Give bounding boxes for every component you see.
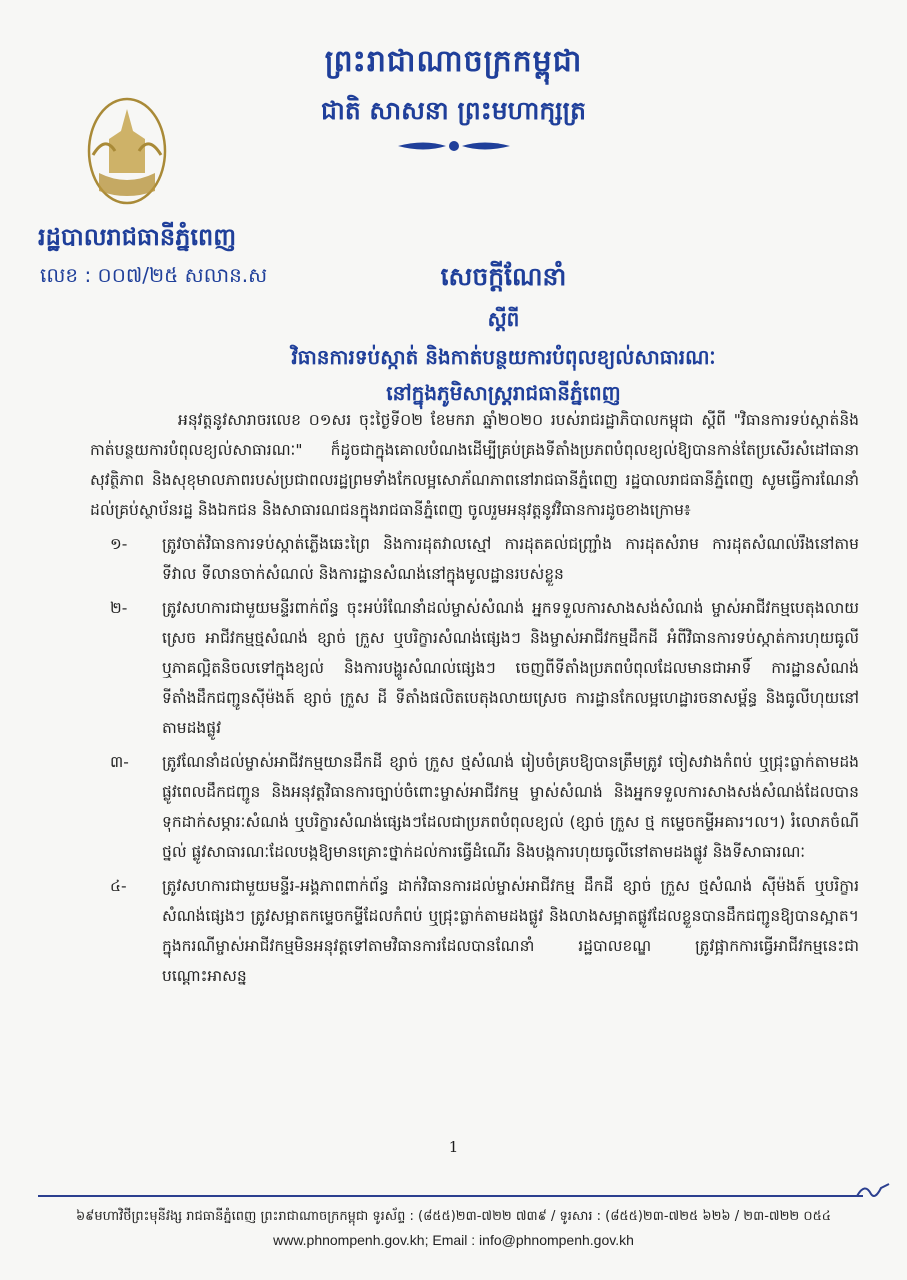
list-item [90, 747, 859, 867]
signature-flourish-icon [855, 1180, 891, 1202]
reference-number: លេខ : ០០៧/២៥ សលាន.ស [40, 263, 268, 287]
title-about: ស្តីពី [487, 307, 520, 331]
footer-contact: www.phnompenh.gov.kh; Email : info@phnompenh.gov.kh [273, 1232, 634, 1248]
list-item [90, 871, 859, 991]
footer-divider [38, 1195, 863, 1197]
title-subject-line1: វិធានការទប់ស្កាត់ និងកាត់បន្ថយការបំពុលខ្យល់សាធារណៈ [291, 345, 716, 369]
item-text: ត្រូវសហការជាមួយមន្ទីរ-អង្គភាពពាក់ព័ន្ធ ដាក់វិធានការដល់ម្ចាស់អាជីវកម្ម ដឹកដី ខ្សាច់ ក្រួស ថ្មសំណង់ ស៊ីម៉ងត៍ ឬបរិក្ខារសំណង់ផ្សេងៗ ត្រូវសម្អាតកម្ទេចកម្ទីដែលកំពប់ ឬជ្រុះធ្លាក់តាមដងផ្លូវ និងលាងសម្អាតផ្លូវដែលខ្លួនបានដឹកជញ្ជូនឱ្យបានស្អាត។ ក្នុងករណីម្ចាស់អាជីវកម្មមិនអនុវត្តទៅតាមវិធានការដែលបានណែនាំ រដ្ឋបាលខណ្ឌ ត្រូវផ្អាកការធ្វើអាជីវកម្មនេះជាបណ្ដោះអាសន្ន [162, 877, 859, 985]
page-number: 1 [448, 1138, 459, 1156]
item-text: ត្រូវសហការជាមួយមន្ទីរពាក់ព័ន្ធ ចុះអប់រំណែនាំដល់ម្ចាស់សំណង់ អ្នកទទួលការសាងសង់សំណង់ ម្ចាស់អាជីវកម្មបេតុងលាយស្រេច អាជីវកម្មថ្មសំណង់ ខ្សាច់ ក្រួស ឬបរិក្ខារសំណង់ផ្សេងៗ និងម្ចាស់អាជីវកម្មដឹកដី អំពីវិធានការទប់ស្កាត់ការហុយធូលី ឬភាគល្អិតនិចលទៅក្នុងខ្យល់ និងការបង្ហូរសំណល់ផ្សេងៗ ចេញពីទីតាំងប្រភពបំពុលដែលមានជាអាទិ៍ ការដ្ឋានសំណង់ ទីតាំងដឹកជញ្ជូនស៊ីម៉ងត៍ ខ្សាច់ ក្រួស ដី ទីតាំងផលិតបេតុងលាយស្រេច ការដ្ឋានកែលម្អហេដ្ឋារចនាសម្ព័ន្ធ និងធូលីហុយនៅតាមដងផ្លូវ [162, 599, 859, 737]
document-body [90, 405, 859, 991]
title-subject-line2: នៅក្នុងភូមិសាស្ត្ររាជធានីភ្នំពេញ [386, 381, 621, 405]
item-number: ១- [110, 535, 128, 553]
municipal-seal-icon [85, 95, 170, 210]
document-title [180, 262, 827, 410]
item-number: ២- [110, 599, 128, 617]
issuing-authority: រដ្ឋបាលរាជធានីភ្នំពេញ [38, 223, 237, 251]
list-item [90, 529, 859, 589]
item-text: ត្រូវចាត់វិធានការទប់ស្កាត់ភ្លើងឆេះព្រៃ និងការដុតវាលស្មៅ ការដុតគល់ជញ្ជ្រាំង ការដុតសំរាម ការដុតសំណល់រឹងនៅតាមទីវាល ទីលានចាក់សំណល់ និងការដ្ឋានសំណង់នៅក្នុងមូលដ្ឋានរបស់ខ្លួន [162, 535, 859, 583]
national-motto: ជាតិ សាសនា ព្រះមហាក្សត្រ [321, 96, 586, 125]
item-number: ៣- [110, 753, 129, 771]
title-heading: សេចក្តីណែនាំ [440, 262, 567, 291]
footer-address: ៦៩មហាវិថីព្រះមុនីវង្ស រាជធានីភ្នំពេញ ព្រះរាជាណាចក្រកម្ពុជា ទូរស័ព្ទ : (៨៥៥)២៣-៧២២ ៧៣៩ / ទូរសារ : (៨៥៥)២៣-៧២៥ ៦២៦ / ២៣-៧២២ ០៥៤ [75, 1209, 832, 1224]
kingdom-title: ព្រះរាជាណាចក្រកម្ពុជា [324, 44, 583, 79]
divider-ornament-icon [394, 138, 514, 154]
item-number: ៤- [110, 877, 127, 895]
list-item [90, 593, 859, 743]
intro-paragraph: អនុវត្តនូវសារាចរលេខ ០១សរ ចុះថ្ងៃទី០២ ខែមករា ឆ្នាំ២០២០ របស់រាជរដ្ឋាភិបាលកម្ពុជា ស្តីពី "វិធានការទប់ស្កាត់និងកាត់បន្ថយការបំពុលខ្យល់សាធារណៈ" ក៏ដូចជាក្នុងគោលបំណងដើម្បីគ្រប់គ្រងទីតាំងប្រភពបំពុលខ្យល់ឱ្យបានកាន់តែប្រសើរសំដៅធានាសុវត្ថិភាព និងសុខុមាលភាពរបស់ប្រជាពលរដ្ឋព្រមទាំងកែលម្អសោភ័ណភាពនៅរាជធានីភ្នំពេញ រដ្ឋបាលរាជធានីភ្នំពេញ សូមធ្វើការណែនាំដល់គ្រប់ស្ថាប័នរដ្ឋ និងឯកជន និងសាធារណជនក្នុងរាជធានីភ្នំពេញ ចូលរួមអនុវត្តនូវវិធានការដូចខាងក្រោម៖ [90, 411, 859, 519]
item-text: ត្រូវណែនាំដល់ម្ចាស់អាជីវកម្មយានដឹកដី ខ្សាច់ ក្រួស ថ្មសំណង់ រៀបចំគ្របឱ្យបានត្រឹមត្រូវ ចៀសវាងកំពប់ ឬជ្រុះធ្លាក់តាមដងផ្លូវពេលដឹកជញ្ជូន និងអនុវត្តវិធានការច្បាប់ចំពោះម្ចាស់អាជីវកម្ម ម្ចាស់សំណង់ និងអ្នកទទួលការសាងសង់សំណង់ដែលបានទុកដាក់សម្ភារៈសំណង់ ឬបរិក្ខារសំណង់ផ្សេងៗដែលជាប្រភពបំពុលខ្យល់ (ខ្សាច់ ក្រួស ថ្ម កម្ទេចកម្ទីអគារ។ល។) រំលោភចំណីថ្នល់ ផ្លូវសាធារណៈដែលបង្កឱ្យមានគ្រោះថ្នាក់ដល់ការធ្វើដំណើរ និងបង្កការហុយធូលីនៅតាមដងផ្លូវ និងទីសាធារណៈ [162, 753, 859, 861]
